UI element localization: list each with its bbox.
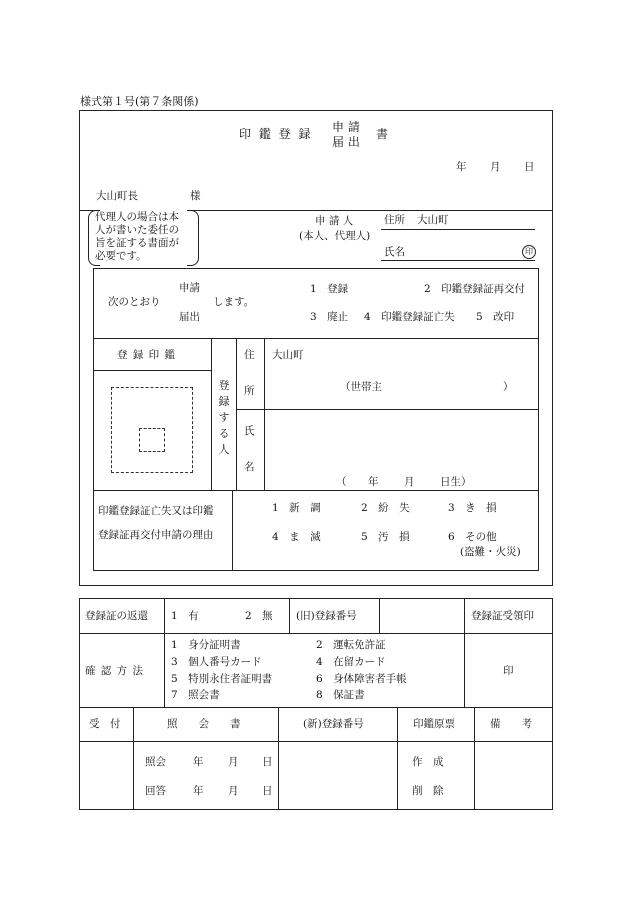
request-item-change-seal[interactable]: 5 改印 (476, 311, 515, 323)
birth-open: （ (336, 476, 347, 488)
verify-seal-label: 印 (503, 665, 514, 677)
applicant-name-underline[interactable] (381, 260, 535, 261)
request-item-register[interactable]: 1 登録 (310, 283, 349, 295)
addressee-honorific: 様 (190, 190, 201, 202)
proxy-note-line3: 旨を証する書面が (95, 237, 179, 249)
applicant-seal-mark: 印 (522, 245, 536, 259)
date-day: 日 (524, 161, 535, 173)
inquiry-month: 月 (228, 756, 239, 768)
date-month: 月 (490, 161, 501, 173)
registrant-label-vertical: 登録する人 (218, 379, 230, 456)
request-suffix: します。 (213, 296, 255, 308)
seal-impression-min-area (139, 428, 165, 452)
reason-lost[interactable]: 2 紛 失 (361, 502, 410, 514)
office-use-table (79, 598, 553, 810)
verify-special-resident[interactable]: 5 特別永住者証明書 (171, 673, 273, 685)
birth-month: 月 (404, 476, 415, 488)
birth-day: 日生） (440, 476, 472, 488)
answer-row-label: 回答 (145, 785, 166, 797)
request-option-apply: 申請 (179, 282, 200, 294)
title-suffix: 書 (376, 127, 389, 141)
birth-year: 年 (368, 476, 379, 488)
remarks-label: 備 考 (490, 718, 532, 730)
answer-month: 月 (228, 785, 239, 797)
title-option-apply: 申 請 (332, 120, 360, 134)
verify-guarantee[interactable]: 8 保証書 (316, 689, 365, 701)
applicant-label: 申 請 人 (315, 215, 354, 227)
request-item-abolish[interactable]: 3 廃止 (310, 311, 349, 323)
applicant-address-underline (381, 229, 535, 230)
reason-worn[interactable]: 4 ま 滅 (272, 531, 321, 543)
registrant-name-label-2: 名 (244, 461, 255, 473)
verify-id-card[interactable]: 1 身分証明書 (171, 639, 241, 651)
original-delete[interactable]: 削 除 (412, 785, 444, 797)
addressee-name: 大山町長 (96, 190, 138, 202)
inquiry-year: 年 (193, 756, 204, 768)
request-option-notify: 届出 (179, 311, 200, 323)
registrant-address-label-1: 住 (244, 349, 255, 361)
reason-damaged[interactable]: 3 き 損 (448, 502, 497, 514)
request-prefix: 次のとおり (108, 296, 161, 308)
registrant-name-label-1: 氏 (244, 425, 255, 437)
verify-label: 確 認 方 法 (85, 665, 145, 677)
original-register-label: 印鑑原票 (413, 718, 455, 730)
inquiry-day: 日 (262, 756, 273, 768)
request-item-lost[interactable]: 4 印鑑登録証亡失 (364, 311, 455, 323)
verify-disability-handbook[interactable]: 6 身体障害者手帳 (316, 673, 407, 685)
return-label: 登録証の返還 (85, 610, 148, 622)
answer-year: 年 (193, 785, 204, 797)
verify-drivers-license[interactable]: 2 運転免許証 (316, 639, 386, 651)
form-title: 印 鑑 登 録 (239, 127, 313, 141)
request-divider (93, 338, 539, 339)
reception-label: 受 付 (89, 718, 121, 730)
applicant-name-label: 氏名 (384, 246, 405, 258)
reason-other-note: (盗難・火災) (460, 546, 521, 558)
household-head-close: ） (503, 381, 514, 393)
reason-other[interactable]: 6 その他 (448, 531, 497, 543)
return-no[interactable]: 2 無 (245, 610, 273, 622)
old-number-label: (旧)登録番号 (296, 610, 357, 622)
seal-section-divider (93, 490, 539, 491)
verify-residence-card[interactable]: 4 在留カード (316, 656, 386, 668)
proxy-note-line4: 必要です。 (95, 250, 147, 262)
applicant-address-label: 住所 (384, 214, 405, 226)
household-head-open: （世帯主 (340, 381, 382, 393)
new-number-label: (新)登録番号 (303, 718, 364, 730)
form-number: 様式第１号(第７条関係) (80, 95, 199, 108)
registrant-address-label-2: 所 (244, 385, 255, 397)
return-yes[interactable]: 1 有 (171, 610, 199, 622)
original-create[interactable]: 作 成 (412, 756, 444, 768)
date-year: 年 (456, 161, 467, 173)
reason-new[interactable]: 1 新 調 (272, 502, 321, 514)
seal-header: 登 録 印 鑑 (117, 349, 177, 361)
reason-stained[interactable]: 5 汚 損 (361, 531, 410, 543)
loss-reason-label-line1: 印鑑登録証亡失又は印鑑 (98, 505, 214, 517)
answer-day: 日 (262, 785, 273, 797)
verify-my-number-card[interactable]: 3 個人番号カード (171, 656, 262, 668)
applicant-address-value[interactable]: 大山町 (417, 214, 449, 226)
receipt-seal-label: 登録証受領印 (471, 610, 534, 622)
request-item-reissue[interactable]: 2 印鑑登録証再交付 (424, 283, 526, 295)
proxy-note-line2: 人が書いた委任の (95, 224, 179, 236)
title-option-notify: 届 出 (332, 135, 360, 149)
registrant-address-value[interactable]: 大山町 (272, 349, 304, 361)
proxy-note-line1: 代理人の場合は本 (95, 211, 179, 223)
loss-reason-label-line2: 登録証再交付申請の理由 (98, 529, 214, 541)
inquiry-row-label: 照会 (145, 756, 166, 768)
inquiry-label: 照 会 書 (167, 718, 241, 730)
applicant-sub-label: (本人、代理人) (299, 230, 371, 242)
verify-inquiry-form[interactable]: 7 照会書 (171, 689, 220, 701)
